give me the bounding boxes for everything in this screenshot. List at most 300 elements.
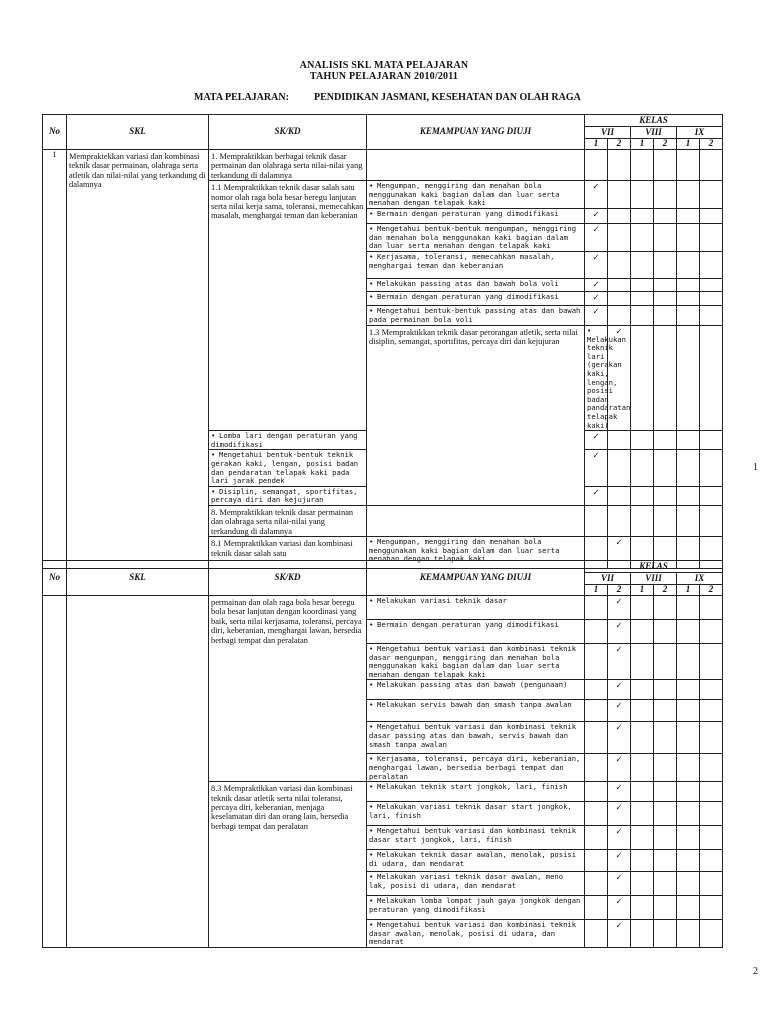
subject-label: MATA PELAJARAN: (194, 92, 289, 103)
grade-cell (654, 896, 677, 920)
skl-text: Mempraktekkan variasi dan kombinasi teknik dasar permainan, olahraga serta atletik dan nilai-nilai yang terkandung di dalamnya (67, 150, 209, 569)
ability-text: Melakukan teknik dasar awalan, menolak, posisi di udara, dan mendarat (369, 850, 577, 868)
grade-cell (631, 680, 654, 700)
bullet-icon: • (369, 872, 374, 882)
grade-header: IX (677, 573, 723, 585)
bullet-icon: • (369, 306, 374, 315)
grade-cell (700, 782, 723, 802)
grade-cell (631, 700, 654, 722)
check-icon: ✓ (592, 252, 600, 262)
ability-item (209, 486, 367, 505)
grade-cell (654, 279, 677, 292)
subject-value: PENDIDIKAN JASMANI, KESEHATAN DAN OLAH RAGA (314, 92, 581, 103)
column-header-skl: SKL (67, 115, 209, 150)
grade-cell (585, 431, 608, 450)
grade-cell (677, 896, 700, 920)
ability-text: Melakukan variasi teknik dasar (377, 596, 507, 605)
kd-heading: 1. Mempraktikkan berbagai teknik dasar permainan dan olahraga serta nilai-nilai yang terkandung di dalamnya (209, 150, 367, 181)
grade-cell (654, 920, 677, 948)
check-icon: ✓ (615, 754, 623, 765)
ability-item (367, 722, 585, 754)
bullet-icon: • (369, 620, 374, 629)
bullet-icon: • (369, 680, 374, 690)
grade-cell (631, 326, 654, 431)
bullet-icon: • (369, 826, 374, 836)
grade-cell (608, 181, 631, 209)
grade-cell (700, 850, 723, 872)
column-header-skkd: SK/KD (209, 115, 367, 150)
column-header-no: No (43, 115, 67, 150)
ability-item (209, 431, 367, 450)
grade-cell (631, 850, 654, 872)
grade-cell (700, 292, 723, 306)
grade-cell (677, 722, 700, 754)
grade-cell (654, 596, 677, 620)
grade-cell (608, 150, 631, 181)
bullet-icon: • (369, 537, 374, 547)
semester-header: 1 (585, 585, 608, 596)
bullet-icon: • (369, 279, 374, 288)
grade-cell (677, 872, 700, 896)
grade-cell (700, 150, 723, 181)
column-header-kelas: KELAS (585, 561, 723, 573)
check-icon: ✓ (592, 450, 600, 461)
check-icon: ✓ (592, 181, 600, 192)
grade-cell (585, 486, 608, 505)
check-icon: ✓ (592, 486, 600, 497)
ability-text: Bermain dengan peraturan yang dimodifikasi (377, 292, 559, 301)
column-header-no: No (43, 561, 67, 596)
grade-cell (654, 802, 677, 826)
grade-cell (631, 754, 654, 782)
grade-cell (585, 209, 608, 224)
grade-cell (677, 224, 700, 252)
ability-text: Kerjasama, toleransi, percaya diri, keberanian, menghargai lawan, bersedia berbagi tempat dan peralatan (369, 754, 581, 781)
grade-cell (585, 826, 608, 850)
grade-cell (654, 620, 677, 644)
ability-item (367, 596, 585, 620)
skl-analysis-table-page-2 (42, 560, 723, 948)
grade-cell (677, 431, 700, 450)
grade-cell (585, 224, 608, 252)
bullet-icon: • (369, 224, 374, 233)
semester-header: 2 (608, 139, 631, 150)
grade-header: VIII (631, 127, 677, 139)
semester-header: 2 (700, 139, 723, 150)
grade-cell (654, 505, 677, 536)
column-header-kelas: KELAS (585, 115, 723, 127)
grade-cell (700, 505, 723, 536)
grade-cell (608, 224, 631, 252)
grade-cell (654, 209, 677, 224)
grade-cell (585, 722, 608, 754)
ability-text: Mengetahui bentuk-bentuk teknik gerakan kaki, lengan, posisi badan dan pendaratan telapak kaki pada lari jarak pendek (211, 450, 359, 486)
check-icon: ✓ (615, 700, 623, 711)
grade-cell (654, 431, 677, 450)
ability-text: Melakukan passing atas dan bawah (pengunaan) (377, 680, 568, 690)
grade-cell (700, 279, 723, 292)
grade-cell (700, 596, 723, 620)
grade-cell (700, 680, 723, 700)
academic-year: TAHUN PELAJARAN 2010/2011 (309, 71, 459, 82)
column-header-skkd: SK/KD (209, 561, 367, 596)
bullet-icon: • (211, 450, 216, 460)
ability-text: Bermain dengan peraturan yang dimodifikasi (377, 209, 559, 218)
page-number: 2 (753, 966, 758, 977)
ability-text: Mengetahui bentuk variasi dan kombinasi teknik dasar start jongkok, lari, finish (369, 826, 577, 844)
grade-cell (631, 486, 654, 505)
bullet-icon: • (369, 782, 374, 792)
check-icon: ✓ (615, 326, 623, 336)
grade-cell (608, 279, 631, 292)
grade-header: VII (585, 127, 631, 139)
ability-cell-empty (367, 150, 585, 181)
grade-cell (700, 700, 723, 722)
kd-text: 8.3 Mempraktikkan variasi dan kombinasi teknik dasar atletik serta nilai toleransi, percaya diri, keberanian, menjaga keselamatan diri dan orang lain, bersedia berbagi tempat dan peralatan (209, 782, 367, 948)
ability-item (367, 209, 585, 224)
ability-text: Melakukan servis bawah dan smash tanpa awalan (377, 700, 572, 710)
ability-item (367, 850, 585, 872)
ability-item (367, 700, 585, 722)
row-number-empty (43, 596, 67, 948)
grade-cell (631, 802, 654, 826)
grade-cell (608, 252, 631, 279)
ability-text: Mengetahui bentuk variasi dan kombinasi teknik dasar mengumpan, menggiring dan menahan bola menggunakan kaki bagian dalam dan luar serta menahan dengan telapak kaki (369, 644, 577, 679)
grade-cell (585, 292, 608, 306)
grade-cell (608, 802, 631, 826)
ability-item (367, 896, 585, 920)
grade-cell (700, 181, 723, 209)
grade-cell (585, 896, 608, 920)
grade-cell (608, 620, 631, 644)
grade-cell (608, 680, 631, 700)
bullet-icon: • (369, 802, 374, 812)
grade-cell (608, 920, 631, 948)
grade-cell (700, 620, 723, 644)
grade-cell (700, 754, 723, 782)
grade-cell (631, 181, 654, 209)
grade-cell (654, 700, 677, 722)
check-icon: ✓ (615, 872, 623, 883)
check-icon: ✓ (615, 644, 623, 654)
grade-cell (585, 920, 608, 948)
grade-cell (608, 850, 631, 872)
grade-cell (608, 431, 631, 450)
grade-cell (608, 644, 631, 680)
grade-cell (677, 292, 700, 306)
grade-cell (585, 279, 608, 292)
grade-cell (700, 644, 723, 680)
grade-cell (585, 181, 608, 209)
grade-cell (654, 252, 677, 279)
check-icon: ✓ (615, 850, 623, 861)
ability-text: Melakukan teknik start jongkok, lari, finish (377, 782, 568, 792)
grade-cell (631, 920, 654, 948)
grade-cell (677, 209, 700, 224)
row-number: 1 (43, 150, 67, 569)
ability-item (367, 782, 585, 802)
grade-cell (654, 486, 677, 505)
grade-cell (631, 644, 654, 680)
grade-cell (654, 450, 677, 486)
semester-header: 2 (654, 139, 677, 150)
grade-cell (700, 224, 723, 252)
grade-cell (654, 150, 677, 181)
kd-text: permainan dan olah raga bola besar beregu bola besar lanjutan dengan koordinasi yang baik, serta nilai kerjasama, toleransi, percaya diri, keberanian, menghargai lawan, bersedia berbagi tempat dan peralatan (209, 596, 367, 782)
grade-cell (631, 306, 654, 326)
grade-cell (608, 722, 631, 754)
grade-cell (585, 802, 608, 826)
ability-text: Kerjasama, toleransi, memecahkan masalah, menghargai teman dan keberanian (369, 252, 555, 270)
grade-cell (631, 896, 654, 920)
grade-cell (585, 306, 608, 326)
grade-cell (585, 505, 608, 536)
bullet-icon: • (211, 486, 216, 496)
grade-cell (585, 850, 608, 872)
grade-cell (677, 826, 700, 850)
grade-cell (585, 754, 608, 782)
bullet-icon: • (587, 326, 592, 335)
check-icon: ✓ (592, 279, 600, 289)
grade-cell (654, 224, 677, 252)
grade-cell (654, 181, 677, 209)
ability-item (367, 181, 585, 209)
ability-item (367, 802, 585, 826)
bullet-icon: • (369, 292, 374, 301)
grade-cell (654, 644, 677, 680)
grade-cell (631, 450, 654, 486)
ability-item (209, 450, 367, 486)
bullet-icon: • (211, 431, 216, 441)
grade-cell (700, 872, 723, 896)
bullet-icon: • (369, 850, 374, 860)
ability-item (367, 680, 585, 700)
check-icon: ✓ (592, 224, 600, 234)
bullet-icon: • (369, 722, 374, 732)
grade-cell (654, 326, 677, 431)
bullet-icon: • (369, 209, 374, 218)
ability-item (367, 292, 585, 306)
column-header-ability: KEMAMPUAN YANG DIUJI (367, 561, 585, 596)
bullet-icon: • (369, 596, 374, 605)
grade-cell (631, 209, 654, 224)
grade-header: VIII (631, 573, 677, 585)
page-number: 1 (753, 462, 758, 473)
ability-text: Melakukan teknik lari (gerakan kaki, lengan, posisi badan pandaratan telapak kaki) (587, 334, 631, 430)
grade-cell (700, 920, 723, 948)
grade-cell (608, 826, 631, 850)
ability-text: Melakukan passing atas dan bawah bola voli (377, 279, 559, 288)
ability-text: Lomba lari dengan peraturan yang dimodifikasi (211, 431, 358, 449)
bullet-icon: • (369, 252, 374, 261)
grade-header: IX (677, 127, 723, 139)
column-header-ability: KEMAMPUAN YANG DIUJI (367, 115, 585, 150)
grade-cell (608, 896, 631, 920)
ability-text: Melakukan lomba lompat jauh gaya jongkok dengan peraturan yang dimodifikasi (369, 896, 581, 914)
grade-cell (700, 896, 723, 920)
grade-cell (608, 209, 631, 224)
grade-cell (631, 620, 654, 644)
ability-item (367, 306, 585, 326)
ability-item (367, 279, 585, 292)
grade-cell (631, 292, 654, 306)
grade-cell (608, 782, 631, 802)
skl-text-empty (67, 596, 209, 948)
check-icon: ✓ (615, 596, 623, 606)
grade-cell (700, 431, 723, 450)
check-icon: ✓ (615, 680, 623, 691)
grade-cell (700, 826, 723, 850)
grade-cell (677, 680, 700, 700)
grade-cell (608, 505, 631, 536)
semester-header: 2 (700, 585, 723, 596)
grade-cell (700, 326, 723, 431)
grade-cell (677, 644, 700, 680)
grade-cell (585, 700, 608, 722)
column-header-skl: SKL (67, 561, 209, 596)
grade-cell (654, 722, 677, 754)
grade-cell (608, 306, 631, 326)
bullet-icon: • (369, 896, 374, 906)
grade-cell (677, 450, 700, 486)
grade-cell (608, 486, 631, 505)
grade-cell (677, 252, 700, 279)
ability-item (367, 754, 585, 782)
ability-text: Disiplin, semangat, sportifitas, percaya diri dan kejujuran (211, 486, 358, 505)
grade-cell (585, 782, 608, 802)
grade-cell (677, 306, 700, 326)
semester-header: 1 (677, 585, 700, 596)
ability-text: Mengumpan, menggiring dan menahan bola menggunakan kaki bagian dalam dan luar serta menahan dengan telapak kaki (369, 537, 560, 564)
ability-text: Mengumpan, menggiring dan menahan bola menggunakan kaki bagian dalam dan luar serta menahan dengan telapak kaki (369, 181, 560, 208)
grade-cell (585, 450, 608, 486)
grade-cell (608, 450, 631, 486)
grade-cell (654, 826, 677, 850)
grade-cell (585, 150, 608, 181)
grade-cell (631, 279, 654, 292)
kd-text: 8.1 Mempraktikkan variasi dan kombinasi teknik dasar salah satu (209, 537, 367, 569)
grade-cell (700, 209, 723, 224)
ability-item (367, 224, 585, 252)
grade-cell (700, 450, 723, 486)
check-icon: ✓ (615, 537, 623, 548)
grade-cell (677, 150, 700, 181)
ability-text: Mengetahui bentuk-bentuk mengumpan, menggiring dan menahan bola menggunakan kaki bagian dalam dan luar serta menahan dengan telapak kaki (369, 224, 577, 251)
kd-text: 1.1 Mempraktikkan teknik dasar salah satu nomor olah raga bola besar beregu lanjutan serta nilai kerja sama, toleransi, memecahkan masalah, menghargai teman dan keberanian (209, 181, 367, 431)
grade-header: VII (585, 573, 631, 585)
grade-cell (585, 644, 608, 680)
grade-cell (654, 782, 677, 802)
grade-cell (677, 596, 700, 620)
grade-cell (700, 486, 723, 505)
check-icon: ✓ (615, 802, 623, 813)
grade-cell (608, 700, 631, 722)
grade-cell (677, 782, 700, 802)
ability-item (367, 920, 585, 948)
grade-cell (654, 292, 677, 306)
grade-cell (585, 620, 608, 644)
grade-cell (677, 505, 700, 536)
kd-text: 8. Mempraktikkan teknik dasar permainan dan olahraga serta nilai-nilai yang terkandung di dalamnya (209, 505, 367, 536)
grade-cell (677, 620, 700, 644)
grade-cell (585, 872, 608, 896)
grade-cell (585, 596, 608, 620)
ability-item (367, 644, 585, 680)
check-icon: ✓ (615, 782, 623, 793)
grade-cell (631, 150, 654, 181)
grade-cell (631, 596, 654, 620)
grade-cell (631, 431, 654, 450)
semester-header: 1 (631, 585, 654, 596)
skl-analysis-table-page-1 (42, 114, 723, 569)
ability-text: Bermain dengan peraturan yang dimodifikasi (377, 620, 559, 629)
grade-cell (631, 252, 654, 279)
grade-cell (677, 326, 700, 431)
grade-cell (585, 680, 608, 700)
grade-cell (631, 505, 654, 536)
grade-cell (631, 782, 654, 802)
semester-header: 1 (585, 139, 608, 150)
check-icon: ✓ (615, 920, 623, 931)
ability-text: Melakukan variasi teknik dasar awalan, meno lak, posisi di udara, dan mendarat (369, 872, 564, 890)
ability-item (367, 872, 585, 896)
grade-cell (700, 802, 723, 826)
grade-cell (608, 596, 631, 620)
grade-cell (677, 754, 700, 782)
check-icon: ✓ (615, 826, 623, 837)
check-icon: ✓ (592, 292, 600, 302)
ability-text: Mengetahui bentuk variasi dan kombinasi teknik dasar passing atas dan bawah, servis bawah dan smash tanpa awalan (369, 722, 577, 749)
bullet-icon: • (369, 920, 374, 930)
check-icon: ✓ (592, 306, 600, 316)
grade-cell (608, 754, 631, 782)
grade-cell (631, 872, 654, 896)
grade-cell (585, 252, 608, 279)
check-icon: ✓ (592, 209, 600, 219)
grade-cell (654, 850, 677, 872)
grade-cell (654, 306, 677, 326)
semester-header: 1 (631, 139, 654, 150)
grade-cell (608, 872, 631, 896)
semester-header: 2 (608, 585, 631, 596)
ability-text: Melakukan variasi teknik dasar start jongkok, lari, finish (369, 802, 572, 820)
grade-cell (677, 181, 700, 209)
grade-cell (654, 680, 677, 700)
bullet-icon: • (369, 644, 374, 653)
grade-cell (700, 722, 723, 754)
kd-text: 1.3 Mempraktikkan teknik dasar perorangan atletik, serta nilai disiplin, semangat, sportifitas, percaya diri dan kejujuran (367, 326, 585, 506)
ability-text: Mengetahui bentuk-bentuk passing atas dan bawah pada permainan bola voli (369, 306, 581, 324)
grade-cell (631, 826, 654, 850)
grade-cell (677, 802, 700, 826)
ability-item (367, 252, 585, 279)
grade-cell (654, 754, 677, 782)
ability-item (367, 826, 585, 850)
table-row (43, 150, 723, 181)
grade-cell (677, 700, 700, 722)
grade-cell (677, 486, 700, 505)
semester-header: 1 (677, 139, 700, 150)
semester-header: 2 (654, 585, 677, 596)
check-icon: ✓ (615, 620, 623, 630)
grade-cell (677, 850, 700, 872)
grade-cell (700, 306, 723, 326)
ability-item (367, 620, 585, 644)
check-icon: ✓ (615, 896, 623, 907)
bullet-icon: • (369, 754, 374, 764)
grade-cell (631, 224, 654, 252)
bullet-icon: • (369, 700, 374, 710)
